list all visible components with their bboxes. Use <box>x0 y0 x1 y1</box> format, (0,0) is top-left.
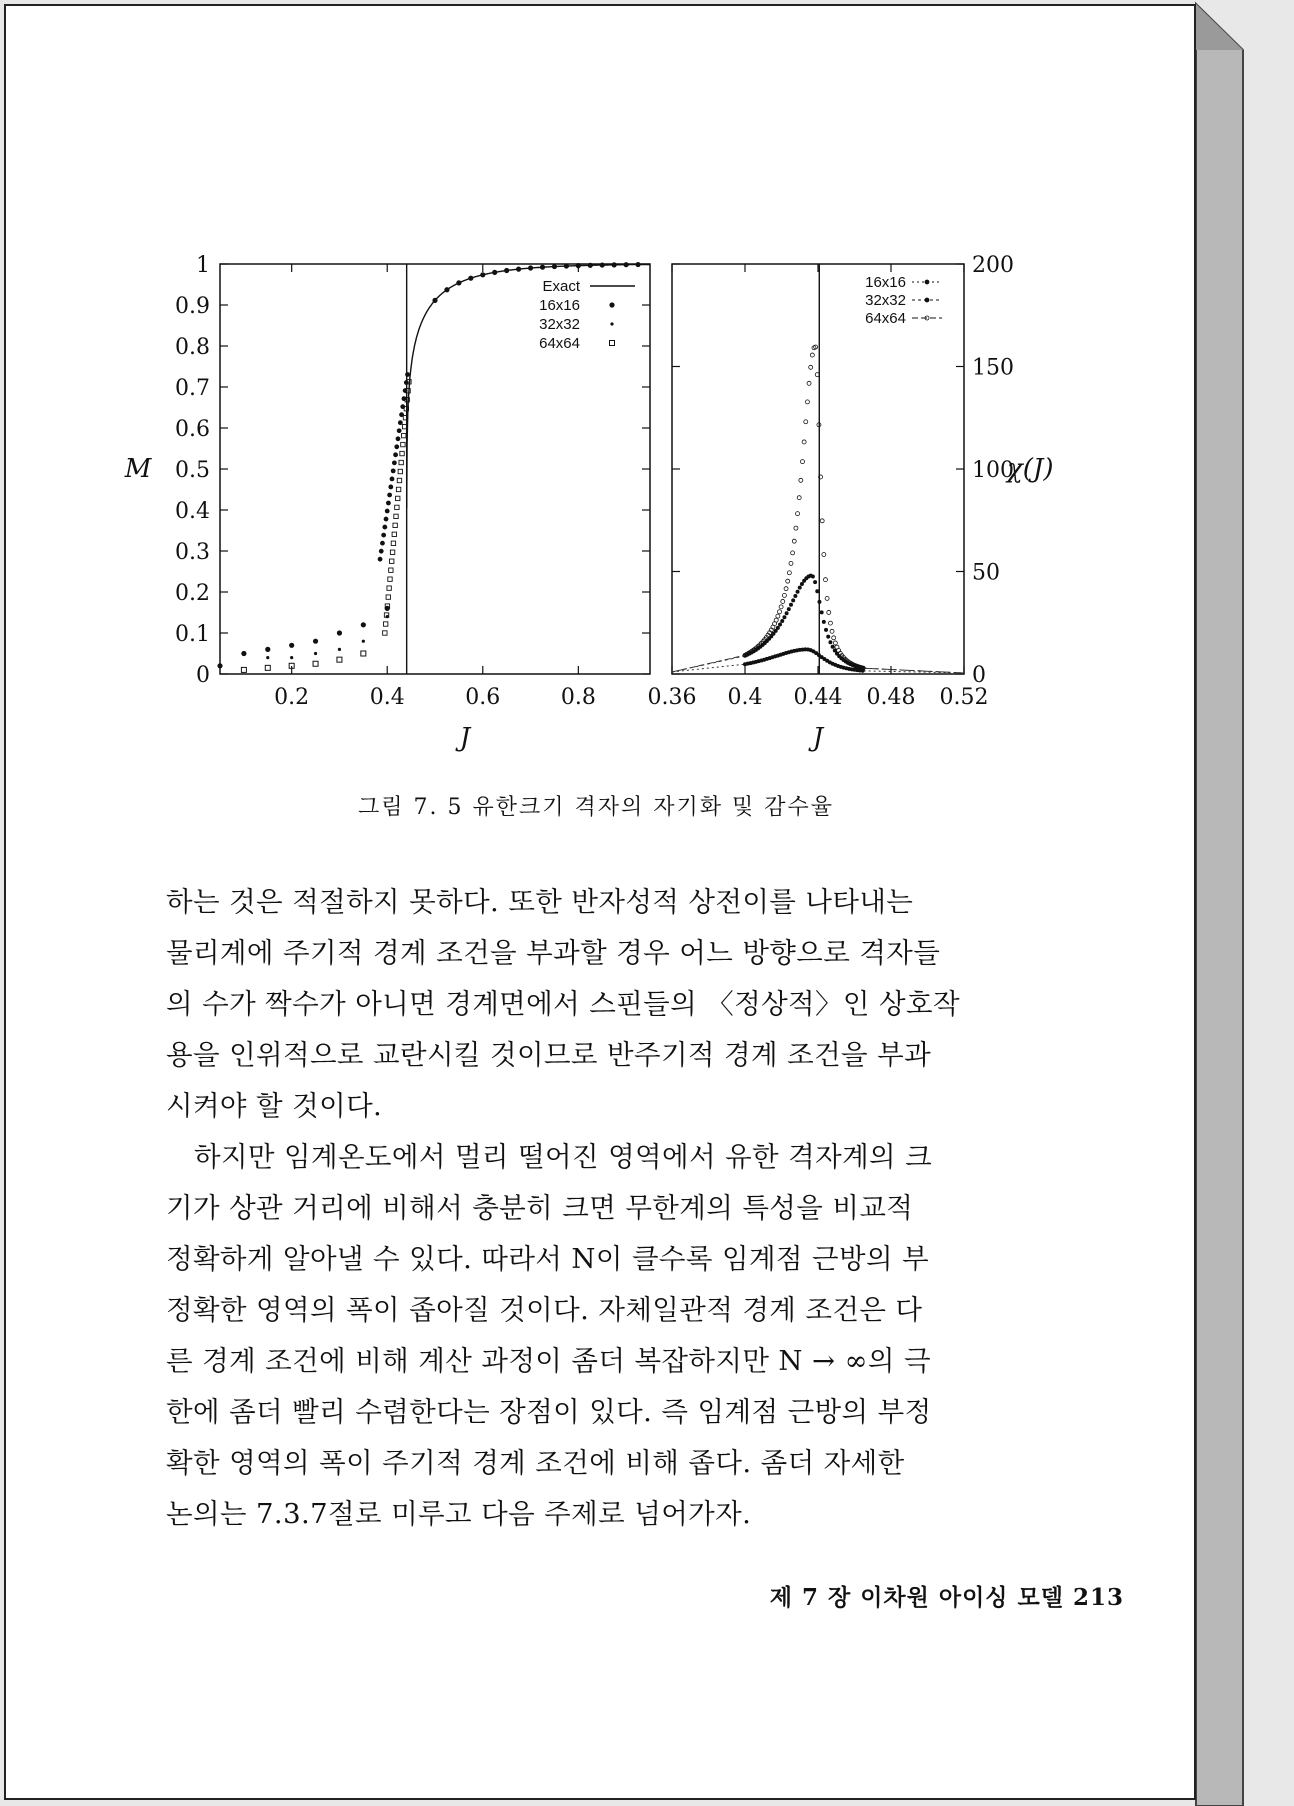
legend-swatch <box>925 298 929 302</box>
plot-frame <box>672 264 964 674</box>
point-16x16 <box>394 444 399 449</box>
point-32x32 <box>811 575 814 578</box>
point-64x64 <box>388 577 392 581</box>
plot-frame <box>220 264 650 674</box>
point-32x32 <box>290 656 293 659</box>
text-line: 정확한 영역의 폭이 좁아질 것이다. 자체일관적 경계 조건은 다 <box>166 1294 923 1326</box>
point-64x64 <box>794 526 798 530</box>
point-64x64 <box>394 514 398 518</box>
y-axis-title: M <box>124 454 152 484</box>
point-64x64 <box>832 636 836 640</box>
point-32x32 <box>816 590 819 593</box>
x-tick-label: 0.6 <box>465 685 501 710</box>
text-line: 한에 좀더 빨리 수렴한다는 장점이 있다. 즉 임계점 근방의 부정 <box>166 1396 932 1428</box>
series-exact-line <box>407 265 650 509</box>
point-64x64 <box>809 365 813 369</box>
y-tick-label: 150 <box>972 355 1014 381</box>
text-line: 하지만 임계온도에서 멀리 떨어진 영역에서 유한 격자계의 크 <box>194 1141 933 1173</box>
point-16x16 <box>289 643 294 648</box>
point-16x16 <box>381 533 386 538</box>
point-32x32 <box>787 608 790 611</box>
legend-label: 16x16 <box>865 274 906 291</box>
point-16x16 <box>393 452 398 457</box>
point-32x32 <box>774 629 777 632</box>
point-64x64 <box>804 420 808 424</box>
legend-label: Exact <box>542 278 580 295</box>
y-tick-label: 0.7 <box>175 376 210 401</box>
point-32x32 <box>800 582 803 585</box>
point-16x16 <box>388 485 393 490</box>
y-tick-label: 0 <box>196 663 210 688</box>
point-16x16 <box>576 263 581 268</box>
y-tick-label: 0.9 <box>175 294 210 319</box>
point-64x64 <box>776 614 780 618</box>
text-line: 의 수가 짝수가 아니면 경계면에서 스핀들의 〈정상적〉인 상호작 <box>166 988 960 1020</box>
point-64x64 <box>828 621 832 625</box>
point-32x32 <box>820 611 823 614</box>
point-64x64 <box>791 551 795 555</box>
point-64x64 <box>781 599 785 603</box>
point-64x64 <box>401 442 405 446</box>
x-tick-label: 0.4 <box>369 685 405 710</box>
text-line: 물리계에 주기적 경계 조건을 부과할 경우 어느 방향으로 격자들 <box>166 937 941 969</box>
point-16x16 <box>504 268 509 273</box>
point-16x16 <box>337 630 342 635</box>
point-32x32 <box>781 619 784 622</box>
point-16x16 <box>516 267 521 272</box>
point-64x64 <box>787 571 791 575</box>
point-16x16 <box>612 262 617 267</box>
y-tick-label: 50 <box>972 560 1000 586</box>
point-64x64 <box>805 400 809 404</box>
point-64x64 <box>823 578 827 582</box>
point-16x16 <box>390 477 395 482</box>
point-16x16 <box>265 647 270 652</box>
point-32x32 <box>785 612 788 615</box>
point-16x16 <box>480 272 485 277</box>
susceptibility-chart <box>648 253 1054 753</box>
figure-charts <box>120 250 1054 753</box>
y-tick-label: 0.8 <box>175 335 210 360</box>
point-64x64 <box>383 631 387 635</box>
point-64x64 <box>241 667 246 672</box>
legend-label: 64x64 <box>539 335 580 352</box>
point-16x16 <box>405 372 410 377</box>
figure-caption: 그림 7. 5 유한크기 격자의 자기화 및 감수율 <box>358 795 834 820</box>
point-32x32 <box>789 603 792 606</box>
point-64x64 <box>389 568 393 572</box>
point-32x32 <box>827 635 830 638</box>
point-32x32 <box>778 623 781 626</box>
magnetization-chart <box>124 253 650 753</box>
point-64x64 <box>784 587 788 591</box>
text-line: 용을 인위적으로 교란시킬 것이므로 반주기적 경계 조건을 부과 <box>166 1039 932 1071</box>
point-64x64 <box>387 586 391 590</box>
legend-label: 16x16 <box>539 297 580 314</box>
point-64x64 <box>383 622 387 626</box>
series-guide-line <box>672 664 745 672</box>
point-64x64 <box>390 550 394 554</box>
point-64x64 <box>391 541 395 545</box>
y-tick-label: 0.2 <box>175 581 210 606</box>
point-32x32 <box>776 626 779 629</box>
y-axis-title: χ(J) <box>1007 454 1054 484</box>
point-64x64 <box>830 629 834 633</box>
x-tick-label: 0.4 <box>727 685 763 710</box>
point-64x64 <box>265 665 270 670</box>
point-32x32 <box>314 652 317 655</box>
point-32x32 <box>822 620 825 623</box>
point-16x16 <box>385 509 390 514</box>
point-16x16 <box>361 622 366 627</box>
point-16x16 <box>217 663 222 668</box>
point-16x16 <box>387 493 392 498</box>
point-64x64 <box>792 539 796 543</box>
point-16x16 <box>552 264 557 269</box>
point-64x64 <box>782 593 786 597</box>
point-16x16 <box>624 262 629 267</box>
point-64x64 <box>774 618 778 622</box>
point-16x16 <box>540 265 545 270</box>
point-64x64 <box>395 505 399 509</box>
text-line: 기가 상관 거리에 비해서 충분히 크면 무한계의 특성을 비교적 <box>166 1192 914 1224</box>
y-tick-label: 0 <box>972 663 986 688</box>
point-64x64 <box>386 595 390 599</box>
point-16x16 <box>456 280 461 285</box>
point-64x64 <box>396 496 400 500</box>
point-64x64 <box>807 381 811 385</box>
point-16x16 <box>384 517 389 522</box>
point-64x64 <box>392 532 396 536</box>
point-16x16 <box>386 501 391 506</box>
text-line: 논의는 7.3.7절로 미루고 다음 주제로 넘어가자. <box>166 1498 752 1530</box>
point-64x64 <box>789 561 793 565</box>
point-64x64 <box>802 440 806 444</box>
point-64x64 <box>797 496 801 500</box>
point-32x32 <box>831 645 834 648</box>
text-line: 른 경계 조건에 비해 계산 과정이 좀더 복잡하지만 N → ∞의 극 <box>166 1345 931 1377</box>
y-tick-label: 100 <box>972 458 1014 483</box>
point-64x64 <box>827 610 831 614</box>
point-16x16 <box>468 276 473 281</box>
point-16x16 <box>396 436 401 441</box>
body-text <box>166 877 1056 1540</box>
point-64x64 <box>796 512 800 516</box>
point-32x32 <box>266 656 269 659</box>
point-64x64 <box>779 605 783 609</box>
x-tick-label: 0.36 <box>647 685 697 710</box>
figure <box>120 250 1054 753</box>
point-64x64 <box>777 610 781 614</box>
point-32x32 <box>772 632 775 635</box>
text-line: 정확하게 알아낼 수 있다. 따라서 N이 클수록 임계점 근방의 부 <box>166 1243 930 1275</box>
point-16x16 <box>391 468 396 473</box>
point-64x64 <box>400 451 404 455</box>
point-32x32 <box>338 648 341 651</box>
point-32x32 <box>824 628 827 631</box>
y-tick-label: 200 <box>972 253 1014 278</box>
point-64x64 <box>313 661 318 666</box>
point-64x64 <box>393 523 397 527</box>
point-16x16 <box>378 557 383 562</box>
point-32x32 <box>798 586 801 589</box>
point-64x64 <box>397 478 401 482</box>
point-16x16 <box>528 265 533 270</box>
point-64x64 <box>820 519 824 523</box>
point-32x32 <box>833 649 836 652</box>
point-16x16 <box>492 270 497 275</box>
legend-label: 32x32 <box>539 316 580 333</box>
point-16x16 <box>432 298 437 303</box>
legend-label: 32x32 <box>865 292 906 309</box>
y-tick-label: 0.1 <box>175 622 210 647</box>
legend-label: 64x64 <box>865 310 906 327</box>
point-64x64 <box>399 460 403 464</box>
x-axis-title: J <box>459 723 471 753</box>
point-64x64 <box>800 460 804 464</box>
point-32x32 <box>818 600 821 603</box>
y-tick-label: 1 <box>196 253 210 278</box>
x-tick-label: 0.2 <box>274 685 310 710</box>
y-tick-label: 0.6 <box>175 417 210 442</box>
point-64x64 <box>786 579 790 583</box>
point-32x32 <box>362 640 365 643</box>
point-32x32 <box>792 599 795 602</box>
text-line: 확한 영역의 폭이 주기적 경계 조건에 비해 좁다. 좀더 자세한 <box>166 1447 905 1479</box>
legend-swatch <box>610 341 615 346</box>
y-tick-label: 0.5 <box>175 458 210 483</box>
x-tick-label: 0.52 <box>939 685 989 710</box>
point-64x64 <box>810 353 814 357</box>
legend-swatch <box>610 322 613 325</box>
point-16x16 <box>600 262 605 267</box>
text-line: 하는 것은 적절하지 못하다. 또한 반자성적 상전이를 나타내는 <box>166 886 914 918</box>
point-64x64 <box>398 469 402 473</box>
point-64x64 <box>402 433 406 437</box>
legend-swatch <box>925 280 929 284</box>
point-32x32 <box>796 590 799 593</box>
point-64x64 <box>822 553 826 557</box>
point-16x16 <box>392 460 397 465</box>
point-64x64 <box>337 657 342 662</box>
point-64x64 <box>799 478 803 482</box>
point-64x64 <box>396 487 400 491</box>
point-32x32 <box>829 641 832 644</box>
x-tick-label: 0.8 <box>560 685 596 710</box>
series-guide-line <box>672 655 745 672</box>
point-16x16 <box>402 396 407 401</box>
x-tick-label: 0.44 <box>793 685 843 710</box>
point-16x16 <box>380 541 385 546</box>
point-16x16 <box>588 263 593 268</box>
point-16x16 <box>382 525 387 530</box>
point-16x16 <box>444 287 449 292</box>
legend-swatch <box>609 302 614 307</box>
point-16x16 <box>635 262 640 267</box>
point-16x16 <box>379 549 384 554</box>
point-64x64 <box>825 596 829 600</box>
point-32x32 <box>794 594 797 597</box>
y-tick-label: 0.4 <box>175 499 210 524</box>
point-64x64 <box>833 641 837 645</box>
point-32x32 <box>783 616 786 619</box>
y-tick-label: 0.3 <box>175 540 210 565</box>
point-64x64 <box>361 651 366 656</box>
x-tick-label: 0.48 <box>866 685 916 710</box>
point-16x16 <box>241 651 246 656</box>
point-64x64 <box>390 559 394 563</box>
x-axis-title: J <box>812 723 824 753</box>
point-16x16 <box>397 428 402 433</box>
point-16x16 <box>313 639 318 644</box>
point-32x32 <box>813 581 816 584</box>
point-16x16 <box>564 263 569 268</box>
page-footer: 제 7 장 이차원 아이싱 모델 213 <box>769 1584 1124 1611</box>
text-line: 시켜야 할 것이다. <box>166 1090 383 1122</box>
